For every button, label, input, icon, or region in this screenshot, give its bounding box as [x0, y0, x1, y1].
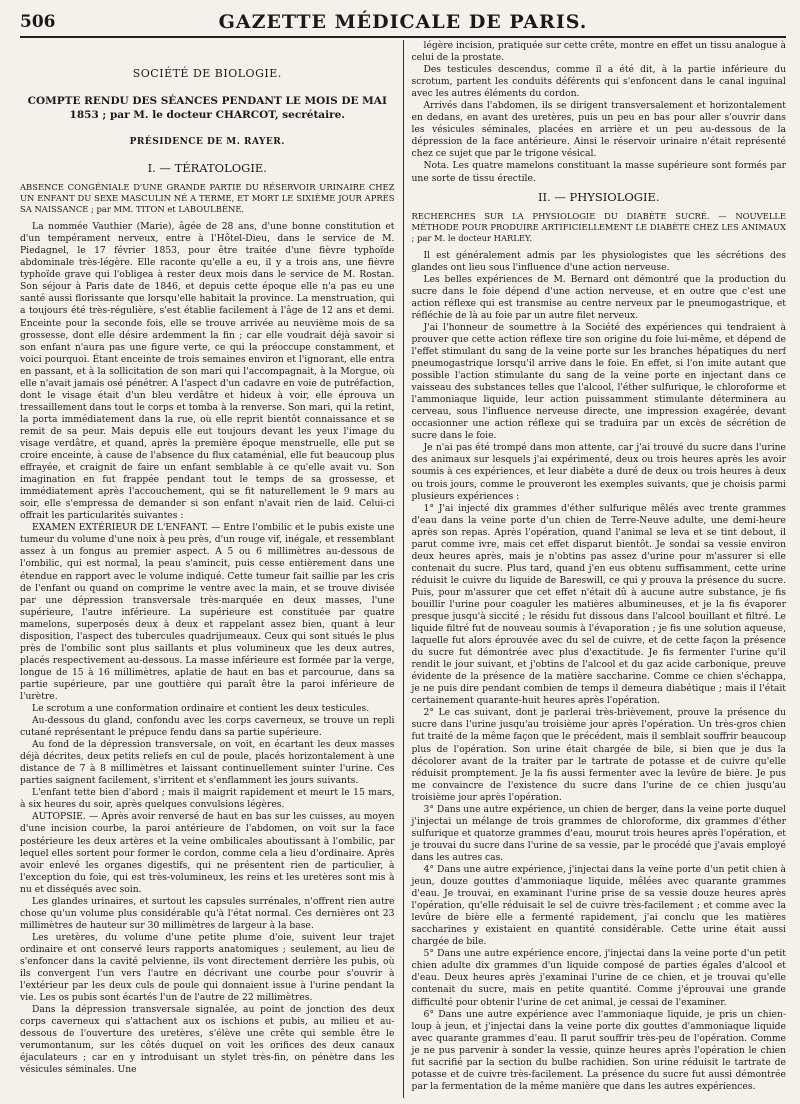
paragraph: Dans la dépression transversale signalée, au point de jonction des deux corps caverneux qui s'attachent aux os ischions et pubis, au milieu et au-dessous de l'ouverture des uretères, s'élève une crête qui semble être le verumontanum, sur les côtés duquel on voit les orifices des deux canaux éjaculateurs ; car en y introduisant un stylet très-fin, on pénètre dans les vésicules séminales. Une [20, 1004, 395, 1076]
paragraph: Le scrotum a une conformation ordinaire et contient les deux testicules. [32, 703, 370, 715]
paragraph: 3° Dans une autre expérience, un chien de berger, dans la veine porte duquel j'injectai un mélange de trois grammes de chloroforme, dix grammes d'éther sulfurique et quatorze grammes d'eau, mourut trois heures après l'opération, et je trouvai du sucre dans l'urine de sa vessie, par le procédé que j'avais employé dans les autres cas. [411, 803, 786, 863]
paragraph: EXAMEN EXTÉRIEUR DE L'ENFANT. — Entre l'ombilic et le pubis existe une tumeur du volume d'une noix à peu près, d'un rouge vif, inégale, et ressemblant assez à un fongus au premier aspect. A 5 ou 6 millimètres au-dessous de l'ombilic, qui est normal, la peau s'amincit, puis cesse entièrement dans une étendue en rapport avec le volume indiqué. Cette tumeur fait saillie par les cris de l'enfant ou quand on comprime le ventre avec la main, et se trouve divisée par une dépression transversale très-marquée en deux masses, l'une supérieure, l'autre inférieure. La supérieure est constituée par quatre mamelons, superposés deux à deux et rappelant assez bien, quant à leur disposition, l'aspect des tubercules quadrijumeaux. Ceux qui sont situés le plus près de l'ombilic sont plus saillants et plus volumineux que les deux autres, placés respectivement au-dessous. La masse inférieure est formée par la verge, longue de 15 à 16 millimètres, aplatie de haut en bas et parcourue, dans sa partie supérieure, par une gouttière qui paraît être la paroi inférieure de l'urètre. [20, 522, 395, 702]
paragraph: Je n'ai pas été trompé dans mon attente, car j'ai trouvé du sucre dans l'urine des animaux sur lesquels j'ai expérimenté, deux ou trois heures après les avoir soumis à ces expériences, et leur diabète a duré de deux ou trois heures à deux ou trois jours, comme le prouveront les exemples suivants, que je choisis parmi plusieurs expériences : [411, 442, 786, 502]
paragraph: 5° Dans une autre expérience encore, j'injectai dans la veine porte d'un petit chien adulte dix grammes d'un liquide composé de parties égales d'alcool et d'eau. Deux heures après j'examinai l'urine de ce chien, et je trouvai qu'elle contenait du sucre, mais en petite quantité. Comme j'éprouvai une grande difficulté pour obtenir l'urine de cet animal, je cessai de l'examiner. [411, 948, 786, 1008]
journal-title: GAZETTE MÉDICALE DE PARIS. [218, 11, 588, 33]
paragraph: AUTOPSIE. — Après avoir renversé de haut en bas sur les cuisses, au moyen d'une incision courbe, la paroi antérieure de l'abdomen, on voit sur la face postérieure les deux artères et la veine ombilicales aboutissant à l'ombilic, par lequel elles sortent pour former le cordon, comme cela a lieu d'ordinaire. Après avoir enlevé les organes digestifs, qui ne présentent rien de particulier, à l'exception du foie, qui est très-volumineux, les reins et les uretères sont mis à nu et disséqués avec soin. [20, 811, 395, 895]
report-title: COMPTE RENDU DES SÉANCES PENDANT LE MOIS DE MAI 1853 ; par M. le docteur CHARCOT, secrétaire. [27, 95, 387, 122]
paragraph: Les glandes urinaires, et surtout les capsules surrénales, n'offrent rien autre chose qu'un volume plus considérable qu'à l'état normal. Ces dernières ont 23 millimètres de hauteur sur 30 millimètres de largeur à la base. [20, 895, 395, 931]
research-title: RECHERCHES SUR LA PHYSIOLOGIE DU DIABÈTE SUCRÉ. — NOUVELLE MÉTHODE POUR PRODUIRE ARTIFICIELLEMENT LE DIABÈTE CHEZ LES ANIMAUX ; par M. le docteur HARLEY. [411, 210, 786, 243]
running-header [20, 10, 786, 38]
society-heading: SOCIÉTÉ DE BIOLOGIE. [132, 67, 282, 80]
section-heading-teratology: I. — TÉRATOLOGIE. [147, 161, 267, 176]
columns [20, 40, 786, 1098]
paragraph: Des testicules descendus, comme il a été dit, à la partie inférieure du scrotum, partent les conduits déférents qui s'enfoncent dans le canal inguinal avec les autres éléments du cordon. [411, 64, 786, 100]
left-column [20, 40, 403, 1098]
page-number: 506 [20, 12, 56, 32]
paragraph: L'enfant tette bien d'abord ; mais il maigrit rapidement et meurt le 15 mars, à six heures du soir, après quelques convulsions légères. [20, 787, 395, 811]
paragraph: Les uretères, du volume d'une petite plume d'oie, suivent leur trajet ordinaire et ont conservé leurs rapports anatomiques ; seulement, au lieu de s'enfoncer dans la cavité pelvienne, ils vont directement derrière les pubis, où ils convergent l'un vers l'autre en décrivant une courbe pour s'ouvrir à l'extérieur par les deux culs de poule qui donnaient issue à l'urine pendant la vie. Les os pubis sont écartés l'un de l'autre de 22 millimètres. [20, 931, 395, 1004]
paragraph: Il est généralement admis par les physiologistes que les sécrétions des glandes ont lieu sous l'influence d'une action nerveuse. [411, 249, 786, 273]
paragraph: 2° Le cas suivant, dont je parlerai très-brièvement, prouve la présence du sucre dans l'urine jusqu'au troisième jour après l'opération. Un très-gros chien fut traité de la même façon que le précédent, mais il semblait souffrir beaucoup plus de l'opération. Son urine était chargée de bile, si bien que je dus la décolorer avant de la traiter par le tartrate de potasse et de cuivre qu'elle réduisit promptement. Je la fis aussi fermenter avec la levûre de bière. Je pus me convaincre de l'existence du sucre dans l'urine de ce chien jusqu'au troisième jour après l'opération. [411, 707, 786, 803]
case-title: ABSENCE CONGÉNIALE D'UNE GRANDE PARTIE DU RÉSERVOIR URINAIRE CHEZ UN ENFANT DU SEXE MASCULIN NÉ A TERME, ET MORT LE SIXIÈME JOUR APRÈS SA NAISSANCE ; par MM. TITON et LABOULBÈNE. [20, 182, 395, 215]
paragraph: Les belles expériences de M. Bernard ont démontré que la production du sucre dans le foie dépend d'une action nerveuse, et en outre que c'est une action réflexe qui est transmise au centre nerveux par le pneumogastrique, et réfléchie de là au foie par un autre filet nerveux. [411, 273, 786, 321]
paragraph: La nommée Vauthier (Marie), âgée de 28 ans, d'une bonne constitution et d'un tempérament nerveux, entre à l'Hôtel-Dieu, dans le service de M. Piedagnel, le 17 février 1853, pour être traitée d'une fièvre typhoïde abdominale très-légère. Elle raconte qu'elle a eu, il y a trois ans, une fièvre typhoïde grave qui l'obligea à rester deux mois dans le service de M. Rostan. Son séjour à Paris date de 1846, et depuis cette époque elle n'a pas eu une santé aussi florissante que lorsqu'elle habitait la province. La menstruation, qui a toujours été très-régulière, s'est établie facilement à l'âge de 12 ans et demi. Enceinte pour la seconde fois, elle se trouve arrivée au neuvième mois de sa grossesse, dont elle désire ardemment la fin ; car elle voudrait déjà savoir si son enfant n'aura pas une figure verte, ce qui la préoccupe constamment, et voici pourquoi. Étant enceinte de trois semaines environ et l'ignorant, elle entra en passant, et à la sollicitation de son mari qui l'accompagnait, à la Morgue, où elle n'avait jamais osé pénétrer. A l'aspect d'un cadavre en voie de putréfaction, dont le visage était d'un bleu verdâtre et hideux à voir, elle éprouva un tressaillement dans tout le corps et tomba à la renverse. Son mari, qui la retint, la porta immédiatement dans la rue, où elle reprit bientôt connaissance et se remit de sa peur. Mais depuis elle eut toujours devant les yeux l'image du visage verdâtre, et quand, après la première époque menstruelle, elle put se croire enceinte, à cause de l'absence du flux cataménial, elle fut beaucoup plus effrayée, et craignit de faire un enfant semblable à ce qu'elle avait vu. Son imagination en fut frappée pendant tout le temps de sa grossesse, et immédiatement après l'accouchement, qui se fit naturellement le 9 mars au soir, elle s'empressa de demander si son enfant n'avait rien de laid. Celui-ci offrait les particularités suivantes : [20, 221, 395, 522]
paragraph: Au-dessous du gland, confondu avec les corps caverneux, se trouve un repli cutané représentant le prépuce fendu dans sa partie supérieure. [20, 715, 395, 739]
paragraph: Nota. Les quatre mamelons constituant la masse supérieure sont formés par une sorte de tissu érectile. [411, 160, 786, 184]
presidency-line: PRÉSIDENCE DE M. RAYER. [129, 137, 285, 148]
paragraph: 6° Dans une autre expérience avec l'ammoniaque liquide, je pris un chien-loup à jeun, et j'injectai dans la veine porte dix gouttes d'ammoniaque liquide avec quarante grammes d'eau. Il parut souffrir très-peu de l'opération. Comme je ne pus parvenir à sonder la vessie, quinze heures après l'opération le chien fut sacrifié par la section du bulbe rachidien. Son urine réduisit le tartrate de potasse et de cuivre très-facilement. La présence du sucre fut aussi démontrée par la fermentation de la même manière que dans les autres expériences. [411, 1008, 786, 1092]
paragraph: 1° J'ai injecté dix grammes d'éther sulfurique mêlés avec trente grammes d'eau dans la veine porte d'un chien de Terre-Neuve adulte, une demi-heure après son repas. Après l'opération, quand l'animal se leva et se tint debout, il parut comme ivre, mais cet effet disparut bientôt. Je sondai sa vessie environ deux heures après, mais je n'obtins pas assez d'urine pour m'assurer si elle contenait du sucre. Plus tard, quand j'en eus obtenu suffisamment, cette urine réduisit le cuivre du liquide de Bareswill, ce qui y prouva la présence du sucre. Puis, pour m'assurer que cet effet n'était dû à aucune autre substance, je fis bouillir l'urine pour coaguler les matières albumineuses, et je la fis évaporer presque jusqu'à siccité ; le résidu fut dissous dans l'alcool bouillant et filtré. Le liquide filtré fut de nouveau soumis à l'évaporation ; je fis une solution aqueuse, laquelle fut alors éprouvée avec du sel de cuivre, et de cette façon la présence du sucre fut démontrée avec plus d'exactitude. Je fis fermenter l'urine qu'il rendit le jour suivant, et j'obtins de l'alcool et du gaz acide carbonique, preuve évidente de la présence de la matière saccharine. Comme ce chien s'échappa, je ne puis dire pendant combien de temps il demeura diabétique ; mais il l'était certainement quarante-huit heures après l'opération. [411, 502, 786, 707]
paragraph: 4° Dans une autre expérience, j'injectai dans la veine porte d'un petit chien à jeun, douze gouttes d'ammoniaque liquide, mêlées avec quarante grammes d'eau. Je trouvai, en examinant l'urine prise de sa vessie douze heures après l'opération, qu'elle réduisait le sel de cuivre très-facilement ; et comme avec la levûre de bière elle a fermenté rapidement, j'ai conclu que les matières saccharines y existaient en quantité considérable. Cette urine était aussi chargée de bile. [411, 864, 786, 948]
paragraph: J'ai l'honneur de soumettre à la Société des expériences qui tendraient à prouver que cette action réflexe tire son origine du foie lui-même, et dépend de l'effet stimulant du sang de la veine porte sur les branches hépatiques du nerf pneumogastrique lorsqu'il arrive dans le foie. En effet, si l'on imite autant que possible l'action stimulante du sang de la veine porte en injectant dans ce vaisseau des substances telles que l'alcool, l'éther sulfurique, le chloroforme et l'ammoniaque liquide, leur action puissamment stimulante déterminera au cerveau, sous l'influence nerveuse directe, une impression exagérée, devant occasionner une action réflexe qui se traduira par un excès de sécrétion de sucre dans le foie. [411, 321, 786, 442]
paragraph: légère incision, pratiquée sur cette crête, montre en effet un tissu analogue à celui de la prostate. [411, 40, 786, 64]
paragraph: Au fond de la dépression transversale, on voit, en écartant les deux masses déjà décrites, deux petits reliefs en cul de poule, placés horizontalement à une distance de 7 à 8 millimètres et laissant continuellement suinter l'urine. Ces parties saignent facilement, s'irritent et s'enflamment les jours suivants. [20, 739, 395, 787]
right-column [404, 40, 787, 1098]
paragraph: Arrivés dans l'abdomen, ils se dirigent transversalement et horizontalement en dedans, en avant des uretères, puis un peu en bas pour aller s'ouvrir dans les vésicules séminales, placées en arrière et un peu au-dessous de la dépression de la face antérieure. Ainsi le réservoir urinaire n'était représenté chez ce sujet que par le trigone vésical. [411, 100, 786, 160]
section-heading-physiology: II. — PHYSIOLOGIE. [537, 189, 660, 204]
